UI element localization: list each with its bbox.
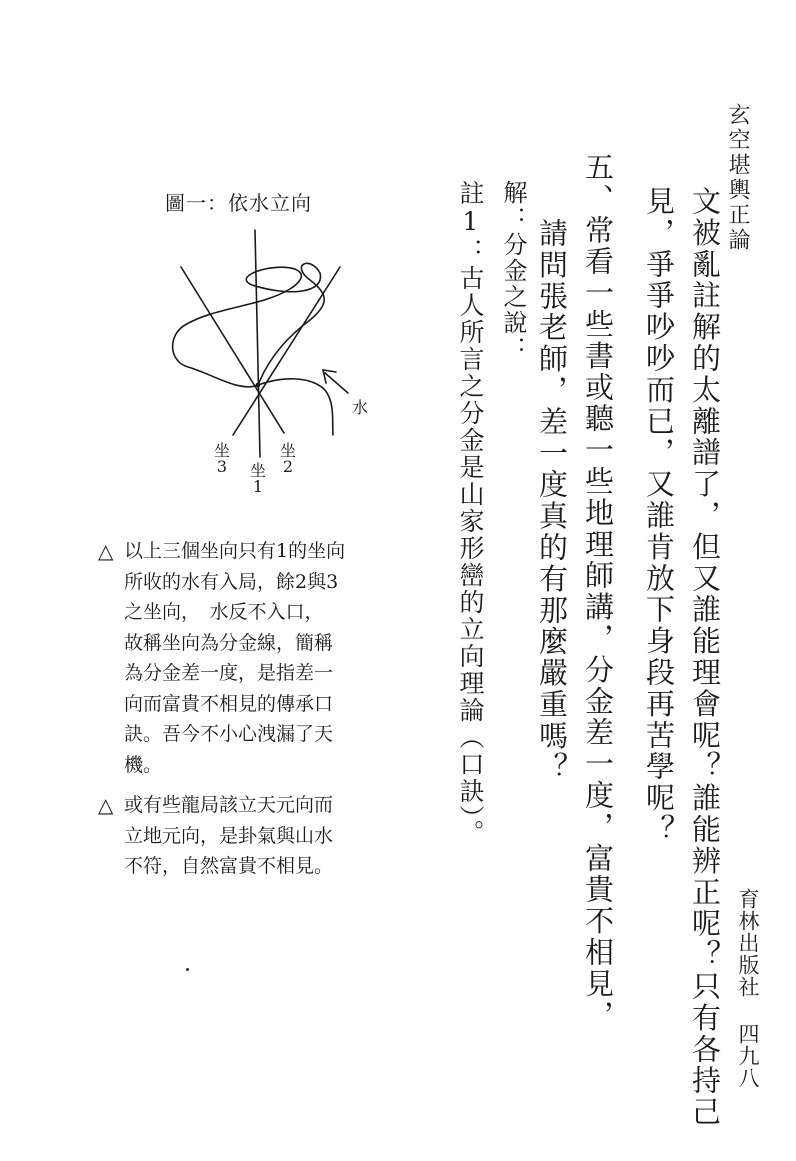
label-zuo-2-bottom: 2 <box>282 457 294 476</box>
running-title: 玄空堪輿正論 <box>725 103 750 253</box>
note-2-line: 或有些龍局該立天元向而 <box>124 794 334 816</box>
figure-water-direction <box>160 225 390 515</box>
question-number: 五 <box>581 152 615 184</box>
note-1-line: 故稱坐向為分金線，簡稱 <box>124 631 334 654</box>
center-dot <box>256 383 261 388</box>
footer <box>733 888 763 1089</box>
note-2-row <box>98 790 418 882</box>
page-number: 四九八 <box>736 1023 760 1089</box>
water-curve <box>173 263 333 435</box>
note-block-1 <box>98 536 418 780</box>
note-label: 註 <box>456 180 485 207</box>
stray-dot <box>186 968 189 971</box>
note-1-line: 訣。吾今不小心洩漏了天 <box>124 723 334 745</box>
triangle-icon: △ <box>98 793 114 817</box>
note-1-line: 向而富貴不相見的傳承口 <box>124 692 334 715</box>
publisher-name: 育林出版社 <box>736 888 760 998</box>
note-1-row <box>98 536 418 780</box>
note-1-text <box>124 536 418 780</box>
figure-diagram <box>160 225 390 515</box>
note-2-text <box>124 790 418 882</box>
answer-line <box>496 180 531 362</box>
note-1-line: 以上三個坐向只有1的坐向 <box>124 540 346 562</box>
triangle-icon: △ <box>98 539 114 563</box>
note-text: 1：古人所言之分金是山家形巒的立向理論（口訣）。 <box>456 207 485 847</box>
question-text-1: 、常看一些書或聽一些地理師講，分金差一度，富貴不相見， <box>581 183 615 1032</box>
paragraph-line-1: 文被亂註解的太離譜了，但又誰能理會呢？誰能辨正呢？只有各持己 <box>688 186 722 1128</box>
line-center <box>255 230 260 457</box>
figure-title: 圖一：依水立向 <box>165 191 312 215</box>
note-1-line: 之坐向， 水反不入口， <box>124 601 324 623</box>
label-zuo-1-bottom: 1 <box>252 477 264 496</box>
note-2-line: 不符，自然富貴不相見。 <box>124 855 334 877</box>
note-line <box>452 180 488 847</box>
label-zuo-3-bottom: 3 <box>216 457 228 476</box>
water-arrow-shaft <box>325 373 348 393</box>
label-zuo-1-top: 坐 <box>249 461 266 480</box>
answer-label: 解 <box>499 180 527 206</box>
label-zuo-3-top: 坐 <box>213 441 230 460</box>
label-zuo-2 <box>278 443 298 475</box>
question-line-1 <box>578 152 619 1031</box>
note-1-line: 機。 <box>124 753 163 776</box>
water-label: 水 <box>351 398 368 417</box>
label-zuo-1 <box>248 463 268 495</box>
note-1-line: 為分金差一度，是指差一 <box>124 662 334 684</box>
answer-text: ：分金之說： <box>499 206 527 362</box>
question-line-2: 請問張老師，差一度真的有那麼嚴重嗎？ <box>535 218 569 784</box>
note-1-line: 所收的水有入局，餘2與3 <box>124 570 339 593</box>
note-block-2 <box>98 790 418 882</box>
paragraph-line-2: 見，爭爭吵吵而已，又誰肯放下身段再苦學呢？ <box>642 186 676 846</box>
label-zuo-3 <box>212 443 232 475</box>
line-left-diagonal <box>181 267 284 433</box>
note-2-line: 立地元向，是卦氣與山水 <box>124 824 334 847</box>
label-zuo-2-top: 坐 <box>279 441 296 460</box>
